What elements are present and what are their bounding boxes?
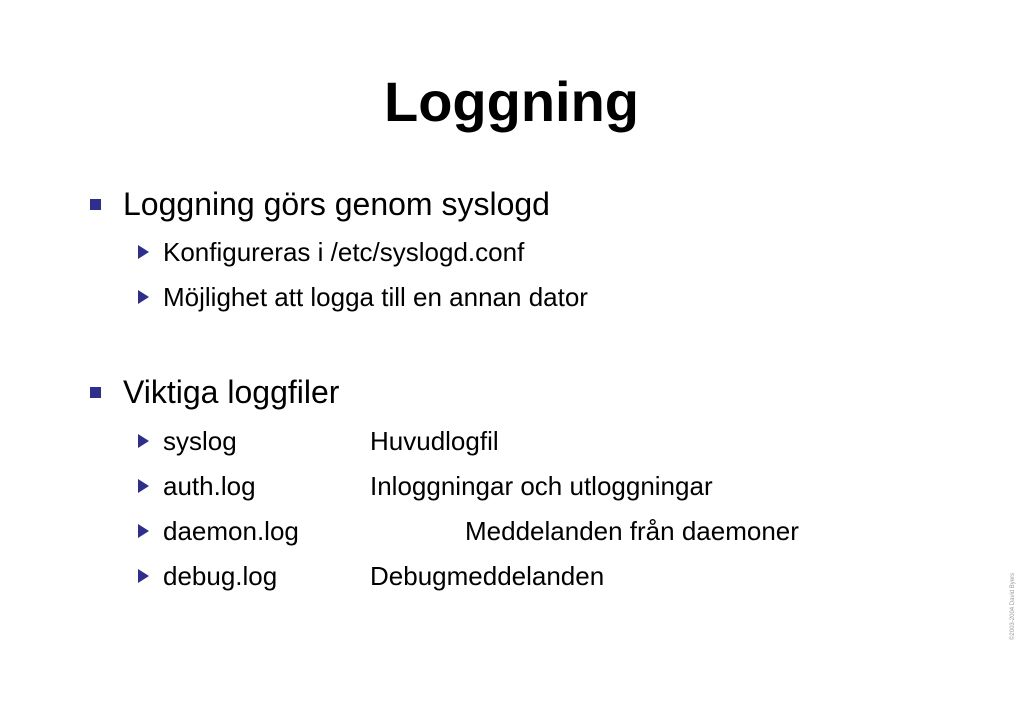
triangle-bullet-icon (138, 524, 149, 538)
sub-bullet-text: Möjlighet att logga till en annan dator (163, 282, 588, 312)
log-file-row (163, 560, 605, 592)
triangle-bullet-icon (138, 479, 149, 493)
log-file-name: syslog (163, 426, 237, 456)
bullet-text: Loggning görs genom syslogd (123, 186, 550, 222)
log-file-name: debug.log (163, 561, 278, 591)
log-file-description: Debugmeddelanden (370, 561, 605, 591)
log-file-row (163, 425, 499, 457)
triangle-bullet-icon (138, 434, 149, 448)
square-bullet-icon (90, 387, 101, 398)
log-file-name: auth.log (163, 471, 256, 501)
log-file-row (163, 470, 713, 502)
sub-bullet-item (163, 281, 588, 313)
triangle-bullet-icon (138, 569, 149, 583)
triangle-bullet-icon (138, 290, 149, 304)
copyright-notice: ©2003-2004 David Byers (1010, 572, 1016, 640)
log-file-description: Inloggningar och utloggningar (370, 471, 713, 501)
sub-bullet-item (163, 236, 524, 268)
log-file-name: daemon.log (163, 516, 299, 546)
bullet-text: Viktiga loggfiler (123, 374, 340, 410)
slide-title: Loggning (383, 70, 639, 133)
bullet-item (123, 184, 550, 224)
log-file-description: Meddelanden från daemoner (465, 516, 799, 546)
log-file-description: Huvudlogfil (370, 426, 499, 456)
log-file-row (163, 515, 799, 547)
sub-bullet-text: Konfigureras i /etc/syslogd.conf (163, 237, 525, 267)
bullet-item (123, 372, 339, 412)
square-bullet-icon (90, 199, 101, 210)
triangle-bullet-icon (138, 245, 149, 259)
